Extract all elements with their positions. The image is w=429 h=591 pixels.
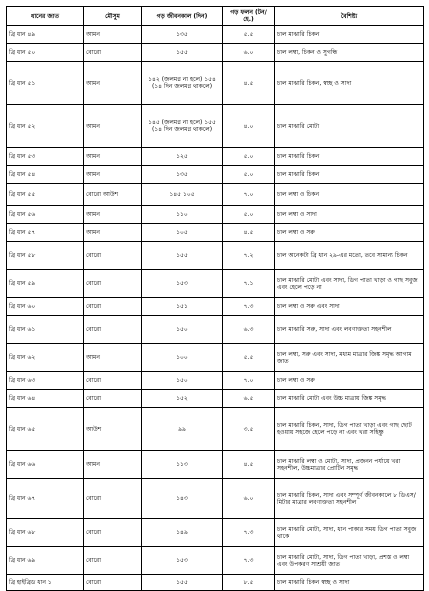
table-header-row xyxy=(7,7,424,26)
cell-duration: ১৫৫ xyxy=(142,242,223,270)
cell-yield: ৭.৩ xyxy=(223,519,275,547)
table-row xyxy=(7,242,424,270)
cell-duration: ১১০ xyxy=(142,206,223,224)
cell-yield: ৭.২ xyxy=(223,242,275,270)
table-row xyxy=(7,44,424,62)
cell-duration: ১১৩ xyxy=(142,451,223,479)
cell-variety: ব্রি ধান ৫০ xyxy=(7,44,84,62)
cell-yield: ৪.৫ xyxy=(223,451,275,479)
cell-season: আমন xyxy=(84,166,142,184)
cell-feature: চাল মাঝারি মোটা xyxy=(275,105,424,148)
rice-varieties-sheet xyxy=(6,6,423,591)
cell-feature: চাল লম্বা, সরু এবং সাদা, মধ্যম মাত্রার জিঙ্ক সমৃদ্ধ আগাম জাত xyxy=(275,344,424,372)
cell-duration: ১০০ xyxy=(142,344,223,372)
cell-feature: চাল লম্বা ও সরু xyxy=(275,224,424,242)
cell-variety: ব্রি ধান ৬৬ xyxy=(7,451,84,479)
cell-season: আমন xyxy=(84,62,142,105)
cell-duration: ১৪৫ ১০৫ xyxy=(142,184,223,206)
cell-season: আমন xyxy=(84,224,142,242)
table-row xyxy=(7,575,424,591)
table-row xyxy=(7,270,424,298)
cell-duration: ১৪৩ xyxy=(142,479,223,519)
table-row xyxy=(7,206,424,224)
cell-duration: ১৫৩ xyxy=(142,547,223,575)
cell-duration: ১৪৯ xyxy=(142,519,223,547)
cell-yield: ৫.৫ xyxy=(223,26,275,44)
cell-yield: ৮.৫ xyxy=(223,575,275,591)
cell-variety: ব্রি ধান ৬০ xyxy=(7,298,84,316)
table-row xyxy=(7,26,424,44)
cell-variety: ব্রি ধান ৫৯ xyxy=(7,270,84,298)
header-variety: ধানের জাত xyxy=(7,7,84,26)
cell-feature: চাল লম্বা ও সরু xyxy=(275,372,424,390)
cell-yield: ৫.০ xyxy=(223,206,275,224)
cell-yield: ৪.০ xyxy=(223,105,275,148)
cell-variety: ব্রি ধান ৫৭ xyxy=(7,224,84,242)
table-row xyxy=(7,316,424,344)
cell-feature: চাল মাঝারি সরু, সাদা এবং লবণাক্ততা সহনশীল xyxy=(275,316,424,344)
cell-variety: ব্রি ধান ৫৫ xyxy=(7,184,84,206)
cell-season: বোরো xyxy=(84,372,142,390)
cell-variety: ব্রি ধান ৫৪ xyxy=(7,166,84,184)
table-row xyxy=(7,519,424,547)
cell-feature: চাল মাঝারি চিকন, স্বচ্ছ ও সাদা xyxy=(275,62,424,105)
cell-duration: ১৫৩ xyxy=(142,270,223,298)
cell-duration: ১৫১ xyxy=(142,298,223,316)
cell-yield: ৬.০ xyxy=(223,479,275,519)
cell-variety: ব্রি ধান ৬৪ xyxy=(7,390,84,408)
cell-season: আউশ xyxy=(84,408,142,451)
cell-season: বোরো xyxy=(84,44,142,62)
cell-variety: ব্রি ধান ৬৯ xyxy=(7,547,84,575)
cell-feature: চাল লম্বা ও সরু এবং সাদা xyxy=(275,298,424,316)
cell-feature: চাল মাঝারি চিকন স্বচ্ছ ও সাদা xyxy=(275,575,424,591)
cell-yield: ৩.৫ xyxy=(223,408,275,451)
header-feature: বৈশিষ্ট্য xyxy=(275,7,424,26)
cell-duration: ১৫২ xyxy=(142,390,223,408)
cell-duration: ১৪২ (জলমগ্ন না হলে) ১৫৪ (১৪ দিন জলমগ্ন থাকলে) xyxy=(142,62,223,105)
cell-duration: ১৫৫ xyxy=(142,575,223,591)
cell-duration: ১৪৫ (জলমগ্ন না হলে) ১৫৫ (১৪ দিন জলমগ্ন থাকলে) xyxy=(142,105,223,148)
table-row xyxy=(7,451,424,479)
cell-season: আমন xyxy=(84,105,142,148)
cell-feature: চাল মাঝারি মোটা, সাদা, ধান পাকার সময় ডিগ পাতা সবুজ থাকে xyxy=(275,519,424,547)
cell-feature: চাল মাঝারি চিকন xyxy=(275,166,424,184)
cell-season: আমন xyxy=(84,344,142,372)
cell-season: বোরো xyxy=(84,575,142,591)
cell-feature: চাল মাঝারি মোটা, সাদা, ডিগ পাতা খাড়া, প্রশস্ত ও লম্বা এবং উপকরণ সাশ্রয়ী জাত xyxy=(275,547,424,575)
cell-variety: ব্রি ধান ৬১ xyxy=(7,316,84,344)
cell-feature: চাল লম্বা ও চিকন xyxy=(275,184,424,206)
table-row xyxy=(7,390,424,408)
cell-variety: ব্রি ধান ৫৬ xyxy=(7,206,84,224)
cell-duration: ১২৫ xyxy=(142,148,223,166)
table-row xyxy=(7,372,424,390)
cell-duration: ১৫০ xyxy=(142,316,223,344)
cell-season: বোরো xyxy=(84,270,142,298)
cell-duration: ১৫০ xyxy=(142,372,223,390)
cell-duration: ১৩৫ xyxy=(142,26,223,44)
table-row xyxy=(7,224,424,242)
cell-yield: ৭.০ xyxy=(223,372,275,390)
cell-duration: ৯৯ xyxy=(142,408,223,451)
cell-season: বোরো xyxy=(84,547,142,575)
cell-season: বোরো xyxy=(84,316,142,344)
header-yield: গড় ফলন (টন/হে.) xyxy=(223,7,275,26)
cell-season: আমন xyxy=(84,26,142,44)
cell-yield: ৭.৩ xyxy=(223,547,275,575)
table-row xyxy=(7,184,424,206)
table-row xyxy=(7,479,424,519)
cell-variety: ব্রি ধান ৬২ xyxy=(7,344,84,372)
cell-yield: ৬.৫ xyxy=(223,390,275,408)
cell-variety: ব্রি ধান ৬৭ xyxy=(7,479,84,519)
cell-season: বোরো xyxy=(84,242,142,270)
cell-variety: ব্রি ধান ৫৮ xyxy=(7,242,84,270)
cell-duration: ১৩৫ xyxy=(142,166,223,184)
table-row xyxy=(7,547,424,575)
cell-feature: চাল মাঝারি চিকন, সাদা এবং সম্পূর্ণ জীবনকালে ৮ ডিএস/মিটার মাত্রার লবণাক্ততা সহনশীল xyxy=(275,479,424,519)
cell-feature: চাল অনেকটা ব্রি ধান ২৯-এর মতো, তবে সামান্য চিকন xyxy=(275,242,424,270)
rice-varieties-table xyxy=(6,6,424,591)
cell-season: আমন xyxy=(84,148,142,166)
cell-duration: ১০৫ xyxy=(142,224,223,242)
cell-feature: চাল লম্বা ও সাদা xyxy=(275,206,424,224)
cell-variety: ব্রি ধান ৫১ xyxy=(7,62,84,105)
table-row xyxy=(7,408,424,451)
table-row xyxy=(7,344,424,372)
table-row xyxy=(7,166,424,184)
cell-yield: ৭.০ xyxy=(223,184,275,206)
cell-yield: ৬.৩ xyxy=(223,316,275,344)
cell-feature: চাল লম্বা, চিকন ও সুগন্ধি xyxy=(275,44,424,62)
cell-yield: ৭.৩ xyxy=(223,298,275,316)
cell-season: আমন xyxy=(84,206,142,224)
table-row xyxy=(7,62,424,105)
table-row xyxy=(7,105,424,148)
cell-variety: ব্রি ধান ৫৩ xyxy=(7,148,84,166)
cell-yield: ৭.১ xyxy=(223,270,275,298)
cell-season: বোরো xyxy=(84,298,142,316)
cell-variety: ব্রি ধান ৬৩ xyxy=(7,372,84,390)
cell-yield: ৪.৫ xyxy=(223,62,275,105)
cell-variety: ব্রি ধান ৪৯ xyxy=(7,26,84,44)
cell-season: বোরো xyxy=(84,479,142,519)
cell-duration: ১৫৫ xyxy=(142,44,223,62)
header-season: মৌসুম xyxy=(84,7,142,26)
cell-season: বোরো xyxy=(84,519,142,547)
table-row xyxy=(7,298,424,316)
cell-season: বোরো xyxy=(84,390,142,408)
cell-variety: ব্রি ধান ৬৮ xyxy=(7,519,84,547)
cell-variety: ব্রি হাইব্রিড ধান ১ xyxy=(7,575,84,591)
table-row xyxy=(7,148,424,166)
header-duration: গড় জীবনকাল (দিন) xyxy=(142,7,223,26)
cell-yield: ৫.৫ xyxy=(223,344,275,372)
cell-feature: চাল মাঝারি চিকন xyxy=(275,148,424,166)
cell-feature: চাল মাঝারি মোটা এবং উচ্চ মাত্রায় জিঙ্ক সমৃদ্ধ xyxy=(275,390,424,408)
cell-yield: ৪.৫ xyxy=(223,224,275,242)
cell-feature: চাল মাঝারি লম্বা ও মোটা, সাদা, প্রজনন পর্যায়ে খরা সহনশীল, উচ্চমাত্রার প্রোটিন সমৃদ্ধ xyxy=(275,451,424,479)
cell-season: আমন xyxy=(84,451,142,479)
cell-feature: চাল মাঝারি মোটা এবং সাদা, ডিগ পাতা খাড়া ও গাছ সবুজ এবং হেলে পড়ে না xyxy=(275,270,424,298)
cell-yield: ৫.০ xyxy=(223,148,275,166)
cell-variety: ব্রি ধান ৬৫ xyxy=(7,408,84,451)
cell-yield: ৫.০ xyxy=(223,166,275,184)
cell-feature: চাল মাঝারি চিকন, সাদা, ডিগ পাতা খাড়া এবং গাছ ছোট হওয়ায় সহজে হেলে পড়ে না এবং খরা সহিষ্ণু xyxy=(275,408,424,451)
cell-season: বোরো আউশ xyxy=(84,184,142,206)
cell-feature: চাল মাঝারি চিকন xyxy=(275,26,424,44)
cell-yield: ৬.০ xyxy=(223,44,275,62)
cell-variety: ব্রি ধান ৫২ xyxy=(7,105,84,148)
